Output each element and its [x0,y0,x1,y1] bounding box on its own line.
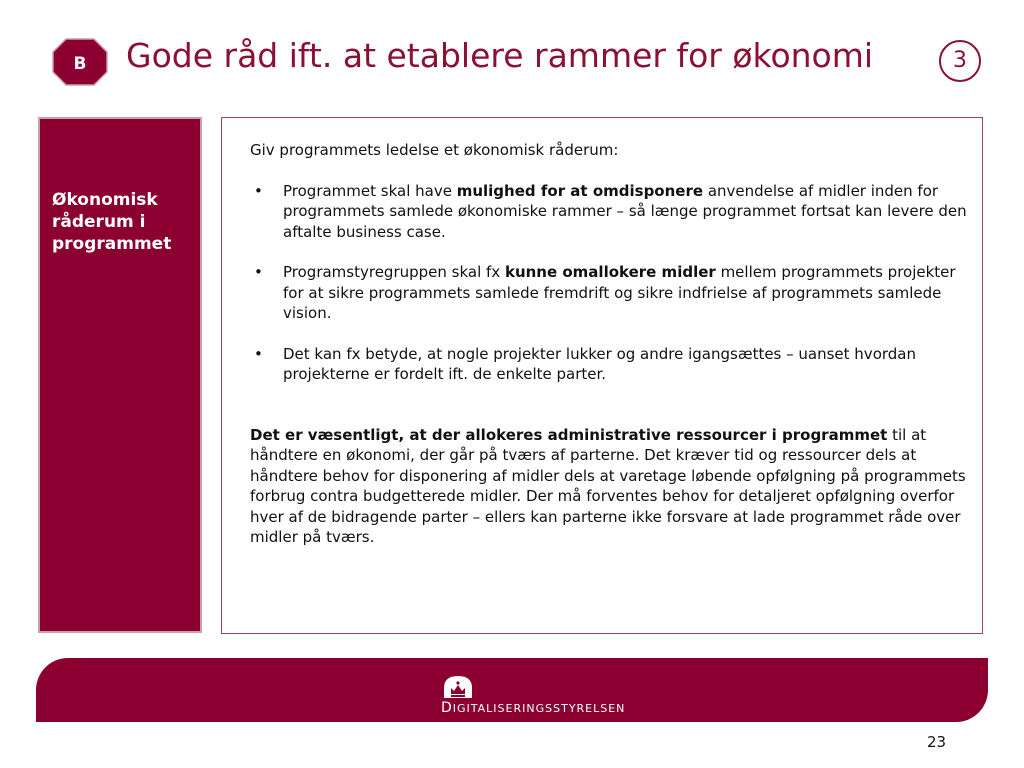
section-badge [52,38,108,86]
bullet-list [250,181,975,385]
crown-icon [442,674,474,700]
step-number: 3 [939,40,981,82]
page-title: Gode råd ift. at etablere rammer for økonomi [126,36,874,75]
intro-text: Giv programmets ledelse et økonomisk råderum: [250,141,619,159]
list-item [250,262,975,324]
bullet-icon: • [254,181,263,200]
bullet-emphasis: mulighed for at omdisponere [456,181,704,200]
closing-emphasis: Det er væsentligt, at der allokeres administrative ressourcer i programmet [250,425,888,444]
octagon-icon [52,38,108,86]
list-item [250,181,975,243]
content-body [250,140,975,548]
closing-text: til at håndtere en økonomi, der går på tværs af parterne. Det kræver tid og ressourcer dels at håndtere behov for disponering af midler dels at varetage løbende opfølgning på programmets forbrug contra budgetterede midler. Der må forventes behov for detaljeret opfølgning overfor hver af de bidragende parter – ellers kan parterne ikke forsvare at lade programmet råde over midler på tværs. [250,425,966,546]
bullet-emphasis: kunne omallokere midler [504,263,716,281]
page-number: 23 [927,733,947,751]
bullet-text: mellem programmets projekter for at sikre programmets samlede fremdrift og sikre indfrielse af programmets samlede vision. [283,263,956,322]
bullet-text: Programmet skal have [283,181,457,200]
bullet-text: Det kan fx betyde, at nogle projekter lukker og andre igangsættes – uanset hvordan projekterne er fordelt ift. de enkelte parter. [283,344,916,383]
footer-band [36,658,988,722]
badge-letter: B [73,54,87,74]
logo-wordmark: DIGITALISERINGSSTYRELSEN [441,700,626,716]
list-item [250,344,975,385]
bullet-text: Programstyregruppen skal fx [283,263,505,281]
bullet-icon: • [254,263,263,281]
side-panel [38,117,202,633]
content-box [221,117,983,634]
bullet-text: anvendelse af midler inden for programmets samlede økonomiske rammer – så længe programmet fortsat kan levere den aftalte business case. [283,181,967,241]
bullet-icon: • [254,344,263,363]
closing-paragraph [250,425,975,548]
side-panel-label: Økonomisk råderum i programmet [52,190,172,254]
